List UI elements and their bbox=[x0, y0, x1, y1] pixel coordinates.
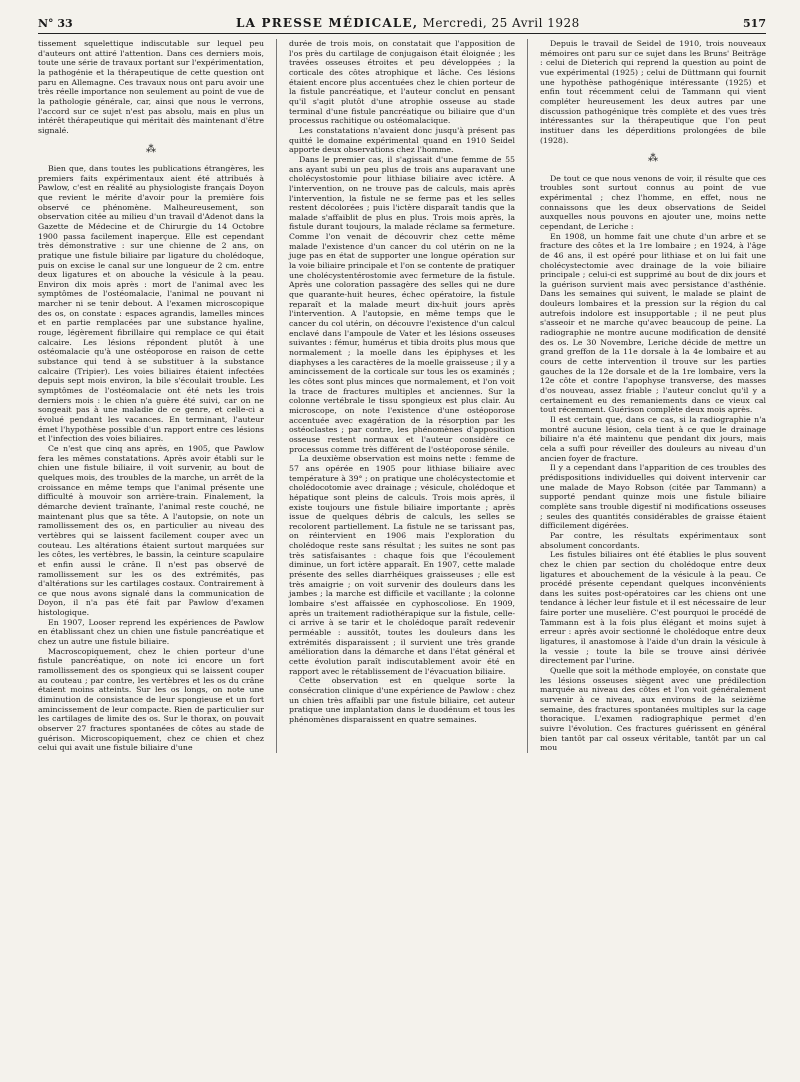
paragraph: En 1907, Looser reprend les expériences de Pawlow en établissant chez un chien une fistule pancréatique et chez un autre une fistule biliaire. bbox=[38, 617, 264, 647]
paragraph: Dans le premier cas, il s'agissait d'une femme de 55 ans ayant subi un peu plus de trois ans auparavant une cholécystostomie pour lithiase biliaire avec ictère. A l'intervention, on ne trouve pas de calculs, mais après l'intervention, la fistule ne se ferme pas et les selles restent décolorées ; puis l'ictère disparaît tandis que la malade s'affaiblit de plus en plus. Trois mois après, la fistule durant toujours, la malade réclame sa fermeture. Comme l'on venait de découvrir chez cette même malade l'existence d'un cancer du col utérin on ne la juge pas en état de supporter une longue opération sur la voie biliaire principale et l'on se contente de pratiquer une cholécystentérostomie avec fermeture de la fistule. Après une coloration passagère des selles qui ne dure que quarante-huit heures, échec opératoire, la fistule reparaît et la malade meurt dix-huit jours après l'intervention. A l'autopsie, en même temps que le cancer du col utérin, on découvre l'existence d'un calcul enclavé dans l'ampoule de Vater et les lésions osseuses suivantes : fémur, humérus et tibia droits plus mous que normalement ; la moelle dans les épiphyses et les diaphyses a les caractères de la moelle graisseuse ; il y a amincissement de la corticale sur tous les os examinés ; les côtes sont plus minces que normalement, et l'on voit la trace de fractures multiples et anciennes. Sur la colonne vertébrale le tissu spongieux est plus clair. Au microscope, on note l'existence d'une ostéoporose accentuée avec exagération de la résorption par les ostéoclastes ; par contre, les phénomènes d'apposition osseuse restent normaux et l'auteur considère ce processus comme très différent de l'ostéoporose sénile. bbox=[289, 154, 515, 454]
paragraph: Depuis le travail de Seidel de 1910, trois nouveaux mémoires ont paru sur ce sujet dans les Bruns' Beiträge : celui de Dieterich qui reprend la question au point de vue expérimental (1925) ; celui de Düttmann qui fournit une hypothèse pathogénique intéressante (1925) et enfin tout récemment celui de Tammann qui vient compléter heureusement les deux autres par une discussion pathogénique très complète et des vues très intéressantes sur la thérapeutique que l'on peut instituer dans les déperditions prolongées de bile (1928). bbox=[540, 39, 766, 145]
paragraph: tissement squelettique indiscutable sur lequel peu d'auteurs ont attiré l'attention. Dans ces derniers mois, toute une série de travaux portant sur l'expérimentation, la pathogénie et la thérapeutique de cette question ont paru en Allemagne. Ces travaux nous ont paru avoir une très réelle importance non seulement au point de vue de la pathologie générale, car, ainsi que nous le verrons, l'accord sur ce sujet n'est pas absolu, mais en plus un intérêt thérapeutique qui méritait dès maintenant d'être signalé. bbox=[38, 39, 264, 135]
page-folio: 517 bbox=[743, 17, 766, 30]
paragraph: durée de trois mois, on constatait que l'apposition de l'os près du cartilage de conjugaison était éloignée ; les travées osseuses étroites et peu développées ; la corticale des côtes atrophique et lâche. Ces lésions étaient encore plus accentuées chez le chien porteur de la fistule pancréatique, et l'auteur conclut en pensant qu'il s'agit plutôt d'une atrophie osseuse au stade terminal d'une fistule pancréatique ou biliaire que d'un processus rachitique ou ostéomalacique. bbox=[289, 39, 515, 126]
masthead bbox=[236, 16, 580, 30]
paragraph: Macroscopiquement, chez le chien porteur d'une fistule pancréatique, on note ici encore un fort ramollissement des os spongieux qui se laissent couper au couteau ; par contre, les vertèbres et les os du crâne étaient moins atteints. Sur les os longs, on note une diminution de consistance de leur spongieuse et un fort amincissement de leur compacte. Rien de particulier sur les cartilages de limite des os. Sur le thorax, on pouvait observer 27 fractures spontanées de côtes au stade de guérison. Microscopiquement, chez ce chien et chez celui qui avait une fistule biliaire d'une bbox=[38, 646, 264, 753]
paragraph: Bien que, dans toutes les publications étrangères, les premiers faits expérimentaux aient été attribués à Pawlow, c'est en réalité au physiologiste français Doyon que revient le mérite d'avoir pour la première fois observé ce phénomène. Malheureusement, son observation citée au milieu d'un travail d'Adenot dans la Gazette de Médecine et de Chirurgie du 14 Octobre 1900 passa facilement inaperçue. Elle est cependant très démonstrative : sur une chienne de 2 ans, on pratique une fistule biliaire par ligature du cholédoque, puis on excise le canal sur une longueur de 2 cm. entre deux ligatures et on abouche la vésicule à la peau. Environ dix mois après : mort de l'animal avec les symptômes de l'ostéomalacie, l'animal ne pouvant ni marcher ni se tenir debout. A l'examen microscopique des os, on constate : espaces agrandis, lamelles minces et en partie remplacées par une substance hyaline, rouge, légèrement fibrillaire qui remplace ce qui était calcaire. Les lésions répondent plutôt à une ostéomalacie qu'à une ostéoporose en raison de cette substance qui tend à se substituer à la substance calcaire (Tripier). Les voies biliaires étaient infectées depuis sept mois environ, la bile s'écoulait trouble. Les symptômes de l'ostéomalacie ont été nets les trois derniers mois : le chien n'a guère été suivi, car on ne songeait pas à une maladie de ce genre, et celle-ci a évolué pendant les vacances. En terminant, l'auteur émet l'hypothèse possible d'un rapport entre ces lésions et l'infection des voies biliaires. bbox=[38, 163, 264, 444]
paragraph: Par contre, les résultats expérimentaux sont absolument concordants. bbox=[540, 530, 766, 550]
page-header bbox=[38, 16, 766, 34]
paragraph: Les fistules biliaires ont été établies le plus souvent chez le chien par section du cholédoque entre deux ligatures et abouchement de la vésicule à la peau. Ce procédé présente cependant quelques inconvénients dans les suites post-opératoires car les chiens ont une tendance à lécher leur fistule et il est nécessaire de leur faire porter une muselière. C'est pourquoi le procédé de Tammann est à la fois plus élégant et moins sujet à erreur : après avoir sectionné le cholédoque entre deux ligatures, il anastomose à l'aide d'un drain la vésicule à la vessie ; toute la bile se trouve ainsi dérivée directement par l'urine. bbox=[540, 550, 766, 666]
paragraph: En 1908, un homme fait une chute d'un arbre et se fracture des côtes et la 1re lombaire ; en 1924, à l'âge de 46 ans, il est opéré pour lithiase et on lui fait une cholécystectomie avec drainage de la voie biliaire principale ; celui-ci est supprimé au bout de dix jours et la guérison survient mais avec persistance d'asthénie. Dans les semaines qui suivent, le malade se plaint de douleurs lombaires et la pression sur la région du cal autrefois indolore est insupportable ; il ne peut plus s'asseoir et ne marche qu'avec beaucoup de peine. La radiographie ne montre aucune modification de densité des os. Le 30 Novembre, Leriche décide de mettre un grand greffon de la 11e dorsale à la 4e lombaire et au cours de cette intervention il trouve sur les parties gauches de la 12e dorsale et de la 1re lombaire, vers la 12e côte et contre l'apophyse transverse, des masses d'os nouveau, assez friable ; l'auteur conclut qu'il y a certainement eu des remaniements dans ce vieux cal tout récemment. Guérison complète deux mois après. bbox=[540, 231, 766, 415]
issue-number: N° 33 bbox=[38, 17, 73, 30]
paragraph: Il est certain que, dans ce cas, si la radiographie n'a montré aucune lésion, cela tient à ce que le drainage biliaire n'a été maintenu que pendant dix jours, mais cela a suffi pour réveiller des douleurs au niveau d'un ancien foyer de fracture. bbox=[540, 415, 766, 463]
paragraph: Il y a cependant dans l'apparition de ces troubles des prédispositions individuelles qui doivent intervenir car une malade de Mayo Robson (citée par Tammann) a supporté pendant quinze mois une fistule biliaire complète sans trouble digestif ni modifications osseuses ; seules des quantités considérables de graisse étaient difficilement digérées. bbox=[540, 463, 766, 531]
paragraph: Ce n'est que cinq ans après, en 1905, que Pawlow fera les mêmes constatations. Après avoir établi sur le chien une fistule biliaire, il voit survenir, au bout de quelques mois, des troubles de la marche, un arrêt de la croissance en même temps que l'animal présente une difficulté à mouvoir son arrière-train. Finalement, la démarche devient traînante, l'animal reste couché, ne maintenant plus que sa tête. A l'autopsie, on note un ramollissement des os, en particulier au niveau des vertèbres qui se laissent facilement couper avec un couteau. Les altérations étaient surtout marquées sur les côtes, les vertèbres, le bassin, la ceinture scapulaire et enfin aussi le crâne. Il n'est pas observé de ramollissement sur les os des extrémités, pas d'altérations sur les cartilages costaux. Contrairement à ce que nous avons signalé dans la communication de Doyon, il n'a pas été fait par Pawlow d'examen histologique. bbox=[38, 443, 264, 618]
column-1 bbox=[38, 39, 264, 753]
column-3 bbox=[527, 39, 766, 753]
issue-date: Mercredi, 25 Avril 1928 bbox=[422, 16, 580, 30]
article-columns bbox=[38, 39, 766, 753]
section-separator: ⁂ bbox=[146, 143, 156, 155]
paragraph: De tout ce que nous venons de voir, il résulte que ces troubles sont surtout connus au point de vue expérimental ; chez l'homme, en effet, nous ne connaissons que les deux observations de Seidel auxquelles nous pouvons en ajouter une, moins nette cependant, de Leriche : bbox=[540, 173, 766, 231]
journal-title: LA PRESSE MÉDICALE, bbox=[235, 16, 419, 30]
column-2 bbox=[276, 39, 515, 753]
paragraph: Les constatations n'avaient donc jusqu'à présent pas quitté le domaine expérimental quand en 1910 Seidel apporte deux observations chez l'homme. bbox=[289, 125, 515, 155]
paragraph: Cette observation est en quelque sorte la consécration clinique d'une expérience de Pawlow : chez un chien très affaibli par une fistule biliaire, cet auteur pratique une implantation dans le duodénum et tous les phénomènes disparaissent en quatre semaines. bbox=[289, 676, 515, 724]
paragraph: Quelle que soit la méthode employée, on constate que les lésions osseuses siègent avec une prédilection marquée au niveau des côtes et l'on voit généralement survenir à ce niveau, aux environs de la seizième semaine, des fractures spontanées multiples sur la cage thoracique. L'examen radiographique permet d'en suivre l'évolution. Ces fractures guérissent en général bien tantôt par cal osseux véritable, tantôt par un cal mou bbox=[540, 666, 766, 753]
paragraph: La deuxième observation est moins nette : femme de 57 ans opérée en 1905 pour lithiase biliaire avec température à 39° ; on pratique une cholécystectomie et cholédocotomie avec drainage ; vésicule, cholédoque et hépatique sont pleins de calculs. Trois mois après, il existe toujours une fistule biliaire importante ; après issue de quelques débris de calculs, les selles se recolorent partiellement. La fistule ne se tarissant pas, on réintervient en 1906 mais l'exploration du cholédoque reste sans résultat ; les suites ne sont pas très satisfaisantes : chaque fois que l'écoulement diminue, un fort ictère apparaît. En 1907, cette malade présente des selles diarrhéiques graisseuses ; elle est très amaigrie ; on voit survenir des douleurs dans les jambes ; la marche est difficile et vacillante ; la colonne lombaire s'est affaissée en cyphoscoliose. En 1909, après un traitement radiothérapique sur la fistule, celle-ci arrive à se tarir et le cholédoque paraît redevenir perméable : aussitôt, toutes les douleurs dans les extrémités disparaissent ; il survient une très grande amélioration dans la démarche et dans l'état général et cette évolution paraît indiscutablement avoir été en rapport avec le rétablissement de l'évacuation biliaire. bbox=[289, 454, 515, 676]
section-separator: ⁂ bbox=[648, 153, 658, 165]
